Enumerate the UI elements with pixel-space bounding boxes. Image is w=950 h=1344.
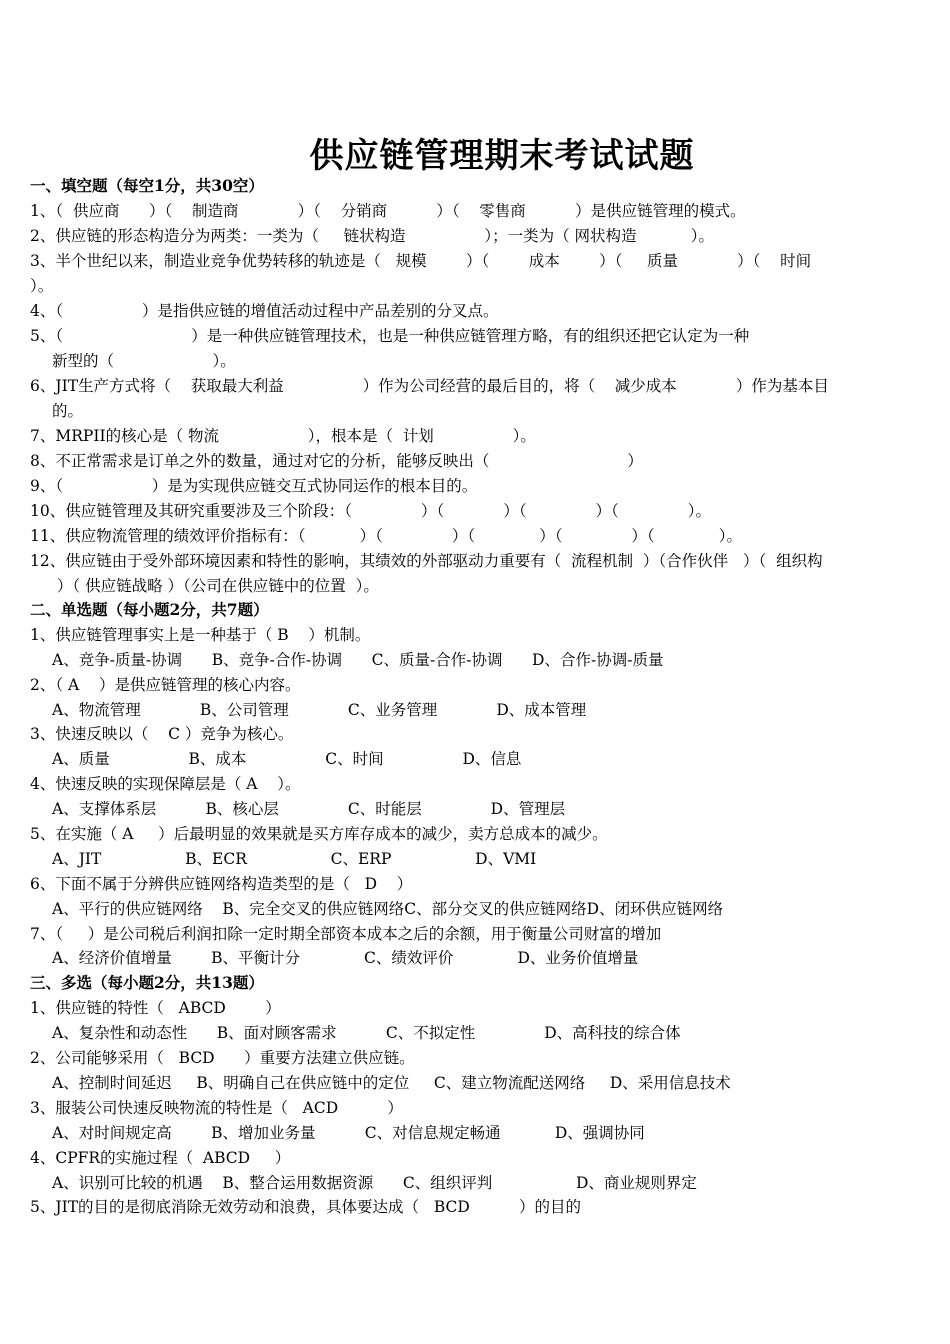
question-line: 5、（ ）是一种供应链管理技术，也是一种供应链管理方略，有的组织还把它认定为一种 [30,327,750,345]
question-line: 2、公司能够采用（ BCD ）重要方法建立供应链。 [30,1049,415,1067]
exam-title: 供应链管理期末考试试题 [309,136,695,176]
question-line: 11、供应物流管理的绩效评价指标有：（ ）（ ）（ ）（ ）（ ）。 [30,527,742,545]
question-line: A、控制时间延迟 B、明确自己在供应链中的定位 C、建立物流配送网络 D、采用信息技术 [52,1074,731,1092]
question-line: A、经济价值增量 B、平衡计分 C、绩效评价 D、业务价值增量 [52,949,639,967]
question-line: A、对时间规定高 B、增加业务量 C、对信息规定畅通 D、强调协同 [52,1124,645,1142]
question-line: 1、供应链管理事实上是一种基于（ B ）机制。 [30,626,371,644]
section-heading: 一、填空题（每空1分，共30空） [30,176,264,195]
question-line: A、识别可比较的机遇 B、整合运用数据资源 C、组织评判 D、商业规则界定 [52,1174,697,1192]
question-line: 5、在实施（ A ）后最明显的效果就是买方库存成本的减少，卖方总成本的减少。 [30,825,608,843]
section-heading: 二、单选题（每小题2分，共7题） [30,600,269,619]
question-line: 6、下面不属于分辨供应链网络构造类型的是（ D ） [30,875,413,893]
question-line: A、复杂性和动态性 B、面对顾客需求 C、不拟定性 D、高科技的综合体 [52,1024,681,1042]
question-line: 3、服装公司快速反映物流的特性是（ ACD ） [30,1099,403,1117]
question-line: 7、MRPII的核心是（ 物流 ），根本是（ 计划 ）。 [30,427,536,445]
question-line: 5、JIT的目的是彻底消除无效劳动和浪费，具体要达成（ BCD ）的目的 [30,1198,582,1216]
question-line: 4、CPFR的实施过程（ ABCD ） [30,1149,291,1167]
question-line: 1、供应链的特性（ ABCD ） [30,999,281,1017]
question-line: 4、快速反映的实现保障层是（ A ）。 [30,775,301,793]
question-line: A、质量 B、成本 C、时间 D、信息 [52,750,522,768]
question-line: 12、供应链由于受外部环境因素和特性的影响，其绩效的外部驱动力重要有（ 流程机制 ）（合作伙伴 ）（ 组织构 [30,552,823,570]
question-line: 10、供应链管理及其研究重要涉及三个阶段：（ ）（ ）（ ）（ ）。 [30,502,712,520]
question-line: 3、半个世纪以来，制造业竞争优势转移的轨迹是（ 规模 ）（ 成本 ）（ 质量 ）（ 时间 [30,252,812,270]
question-line: 新型的（ ）。 [52,352,236,370]
question-line: 3、快速反映以（ C ）竞争为核心。 [30,725,294,743]
question-line: 9、（ ）是为实现供应链交互式协同运作的根本目的。 [30,477,478,495]
question-line: A、竞争-质量-协调 B、竞争-合作-协调 C、质量-合作-协调 D、合作-协调-质量 [52,651,664,669]
question-line: 的。 [52,402,84,420]
question-line: 1、（ 供应商 ）（ 制造商 ）（ 分销商 ）（ 零售商 ）是供应链管理的模式。 [30,202,746,220]
question-line: ）（ 供应链战略 ）（公司在供应链中的位置 ）。 [52,577,379,595]
question-line: 4、（ ）是指供应链的增值活动过程中产品差别的分叉点。 [30,302,499,320]
question-line: A、支撑体系层 B、核心层 C、时能层 D、管理层 [52,800,566,818]
question-line: ）。 [30,277,54,295]
question-line: A、物流管理 B、公司管理 C、业务管理 D、成本管理 [52,701,587,719]
question-line: 2、供应链的形态构造分为两类：一类为（ 链状构造 ）；一类为（ 网状构造 ）。 [30,227,714,245]
question-line: 7、（ ）是公司税后利润扣除一定时期全部资本成本之后的余额，用于衡量公司财富的增加 [30,925,662,943]
section-heading: 三、多选（每小题2分，共13题） [30,973,264,992]
question-line: A、平行的供应链网络 B、完全交叉的供应链网络C、部分交叉的供应链网络D、闭环供应链网络 [52,900,724,918]
question-line: 2、（ A ）是供应链管理的核心内容。 [30,676,301,694]
question-line: 6、JIT生产方式将（ 获取最大利益 ）作为公司经营的最后目的，将（ 减少成本 ）作为基本目 [30,377,829,395]
question-line: A、JIT B、ECR C、ERP D、VMI [52,850,537,868]
question-line: 8、不正常需求是订单之外的数量，通过对它的分析，能够反映出（ ） [30,452,643,470]
